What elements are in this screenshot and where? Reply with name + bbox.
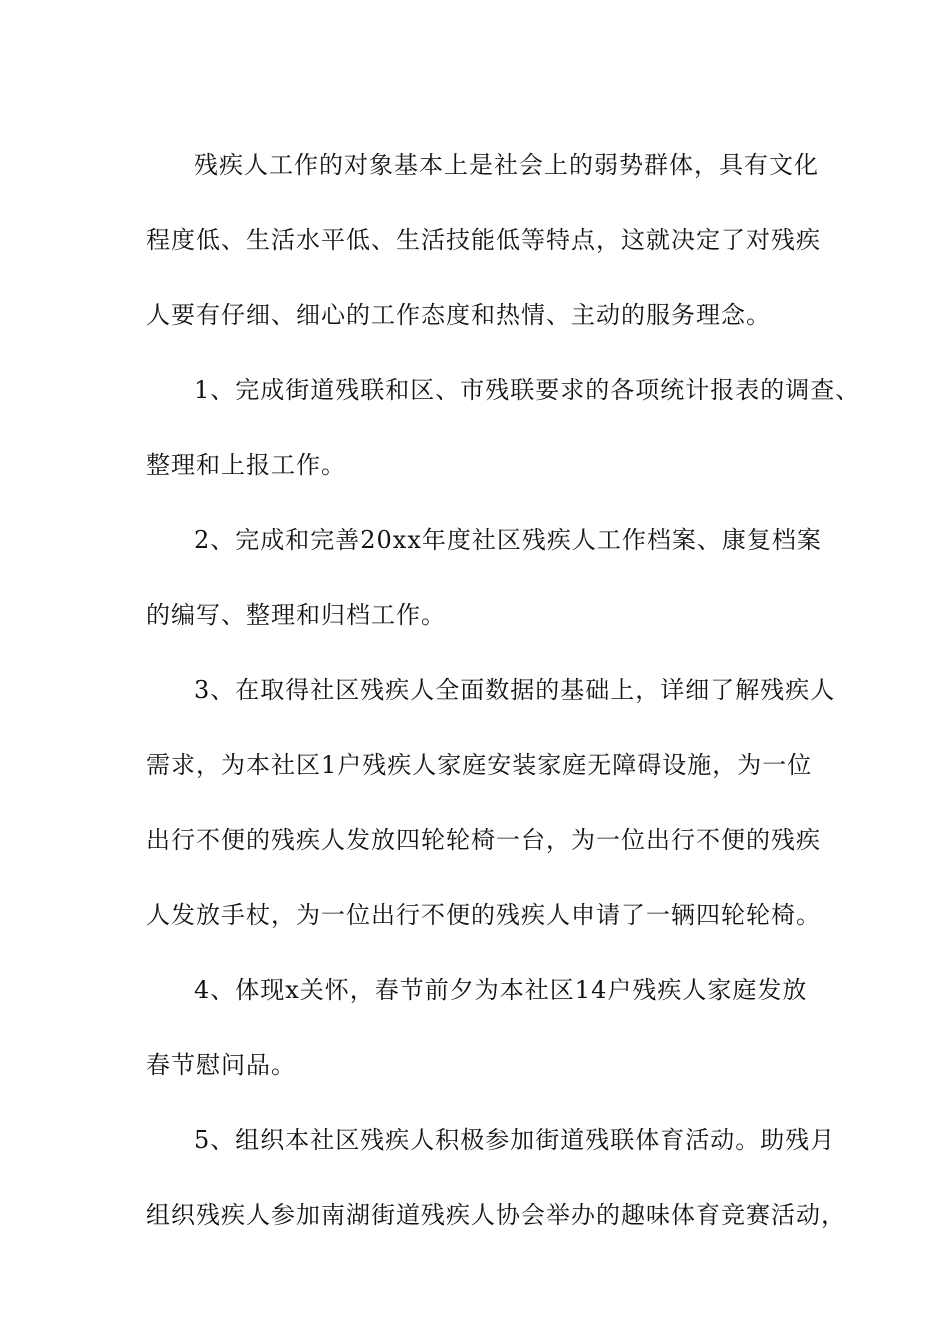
item-3-line-2: 需求，为本社区1户残疾人家庭安装家庭无障碍设施，为一位 [146,751,813,779]
item-5-line-1: 5、组织本社区残疾人积极参加街道残联体育活动。助残月 [194,1126,836,1154]
item-3-line-1: 3、在取得社区残疾人全面数据的基础上，详细了解残疾人 [194,676,836,704]
item-1-line-1: 1、完成街道残联和区、市残联要求的各项统计报表的调查、 [194,376,861,404]
paragraph-intro-line-1: 残疾人工作的对象基本上是社会上的弱势群体，具有文化 [194,151,819,179]
item-2-line-1: 2、完成和完善20xx年度社区残疾人工作档案、康复档案 [194,526,822,554]
item-4-line-1: 4、体现x关怀，春节前夕为本社区14户残疾人家庭发放 [194,976,808,1004]
item-3-line-4: 人发放手杖，为一位出行不便的残疾人申请了一辆四轮轮椅。 [146,901,821,929]
document-body [146,128,861,1253]
item-2-line-2: 的编写、整理和归档工作。 [146,601,446,629]
item-1-line-2: 整理和上报工作。 [146,451,346,479]
item-3-line-3: 出行不便的残疾人发放四轮轮椅一台，为一位出行不便的残疾 [146,826,821,854]
paragraph-intro-line-3: 人要有仔细、细心的工作态度和热情、主动的服务理念。 [146,301,771,329]
item-5-line-2: 组织残疾人参加南湖街道残疾人协会举办的趣味体育竞赛活动， [146,1201,846,1229]
item-4-line-2: 春节慰问品。 [146,1051,296,1079]
paragraph-intro-line-2: 程度低、生活水平低、生活技能低等特点，这就决定了对残疾 [146,226,821,254]
